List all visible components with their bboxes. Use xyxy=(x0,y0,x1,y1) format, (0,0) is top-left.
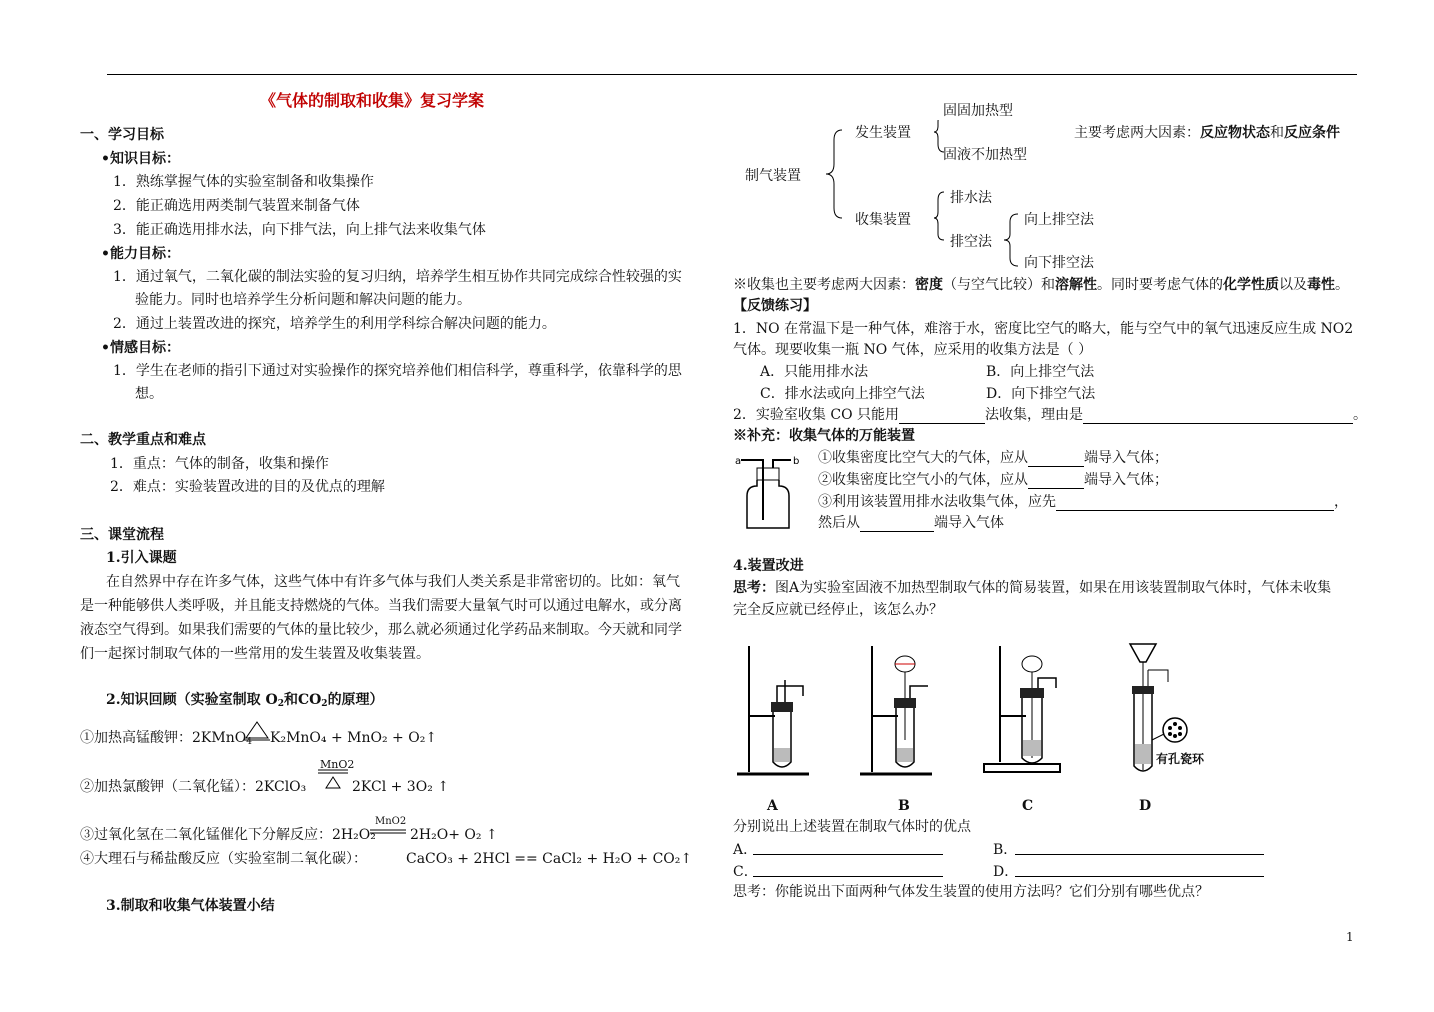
section2-heading: 二、教学重点和难点 xyxy=(80,432,206,448)
page-title: 《气体的制取和收集》复习学案 xyxy=(260,91,485,110)
tree-gen-solid-liquid: 固液不加热型 xyxy=(943,147,1027,163)
supp-item-2: ②收集密度比空气小的气体，应从 端导入气体； xyxy=(818,472,1168,488)
knowledge-goals-label: •知识目标： xyxy=(101,151,180,167)
emotion-goals-label: •情感目标： xyxy=(101,340,180,356)
exhaust-brace xyxy=(996,210,1022,270)
question-2: 2．实验室收集 CO 只能用 法收集，理由是 。 xyxy=(733,407,1367,423)
reaction-2-catalyst: MnO2 xyxy=(320,758,355,771)
supp-item-4: 然后从 端导入气体 xyxy=(818,515,1004,531)
tree-generator: 发生装置 xyxy=(855,125,911,141)
heat-triangle-icon xyxy=(244,720,270,742)
supplement-heading: ※补充：收集气体的万能装置 xyxy=(733,428,915,444)
supp-item-1: ①收集密度比空气大的气体，应从 端导入气体； xyxy=(818,450,1168,466)
section3-heading: 三、课堂流程 xyxy=(80,527,164,543)
ability-goal-1b: 验能力。同时也培养学生分析问题和解决问题的能力。 xyxy=(135,292,471,308)
tree-collector: 收集装置 xyxy=(855,212,911,228)
reaction-4-equation: CaCO₃ + 2HCl == CaCl₂ + H₂O + CO₂↑ xyxy=(406,851,693,867)
intro-para-line3: 液态空气得到。如果我们需要的气体的量比较少，那么就必须通过化学药品来制取。今天就和同学 xyxy=(80,622,682,638)
apparatus-b-label: B xyxy=(898,798,910,814)
reaction-1: ①加热高锰酸钾：2KMnO$_4$ xyxy=(80,730,252,747)
section1-heading: 一、学习目标 xyxy=(80,127,164,143)
question-1a: 1．NO 在常温下是一种气体，难溶于水，密度比空气的略大，能与空气中的氧气迅速反应生成 NO2 xyxy=(733,321,1354,337)
tree-gen-note: 主要考虑两大因素：反应物状态和反应条件 xyxy=(1074,125,1340,141)
answer-d-label: D． xyxy=(993,864,1019,880)
intro-para-line4: 们一起探讨制取气体的一些常用的发生装置及收集装置。 xyxy=(80,646,430,662)
answer-a-label: A． xyxy=(733,842,758,858)
answer-c-label: C． xyxy=(733,864,758,880)
option-a: A．只能用排水法 xyxy=(760,364,869,380)
knowledge-goal-2: 2．能正确选用两类制气装置来制备气体 xyxy=(113,198,360,214)
option-d: D．向下排空气法 xyxy=(986,386,1096,402)
knowledge-goal-1: 1．熟练掌握气体的实验室制备和收集操作 xyxy=(113,174,374,190)
review-subheading: 2.知识回顾（实验室制取 $O_2$和$CO_2$的原理） xyxy=(106,692,384,709)
ability-goal-2: 2．通过上装置改进的探究，培养学生的利用学科综合解决问题的能力。 xyxy=(113,316,556,332)
tree-downward-air: 向下排空法 xyxy=(1024,255,1094,271)
classification-braces xyxy=(820,120,950,280)
gas-bottle-diagram xyxy=(733,450,805,534)
intro-subheading: 1.引入课题 xyxy=(106,550,177,566)
think-question-b: 完全反应就已经停止，该怎么办？ xyxy=(733,602,943,618)
apparatus-c-label: C xyxy=(1022,798,1034,814)
page-number: 1 xyxy=(1346,930,1354,944)
intro-para-line2: 是一种能够供人类呼吸，并且能支持燃烧的气体。当我们需要大量氧气时可以通过电解水，或分离 xyxy=(80,598,682,614)
ability-goals-label: •能力目标： xyxy=(101,246,180,262)
port-a-label: a xyxy=(735,456,742,467)
porous-ring-label: 有孔瓷环 xyxy=(1156,752,1205,766)
summary-subheading: 3.制取和收集气体装置小结 xyxy=(106,898,275,914)
feedback-heading: 【反馈练习】 xyxy=(733,298,817,314)
tree-gen-solid-solid: 固固加热型 xyxy=(943,103,1013,119)
equals-arrow xyxy=(370,828,406,836)
difficult-point: 2．难点：实验装置改进的目的及优点的理解 xyxy=(110,479,385,495)
answer-a-blank[interactable] xyxy=(753,853,943,855)
port-b-label: b xyxy=(793,456,800,467)
apparatus-c-diagram xyxy=(980,640,1070,780)
answer-c-blank[interactable] xyxy=(753,875,943,877)
answer-d-blank[interactable] xyxy=(1015,875,1264,877)
reaction-2-products: 2KCl + 3O₂ ↑ xyxy=(352,779,449,795)
tree-root: 制气装置 xyxy=(745,168,801,184)
knowledge-goal-3: 3．能正确选用排水法，向下排气法，向上排气法来收集气体 xyxy=(113,222,486,238)
advantages-prompt: 分别说出上述装置在制取气体时的优点 xyxy=(733,819,971,835)
apparatus-a-diagram xyxy=(735,640,815,780)
question-1b: 气体。现要收集一瓶 NO 气体，应采用的收集方法是（ ） xyxy=(733,342,1093,358)
section4-heading: 4.装置改进 xyxy=(733,558,804,574)
emotion-goal-1b: 想。 xyxy=(135,386,163,402)
collection-note: ※收集也主要考虑两大因素：密度（与空气比较）和溶解性。同时要考虑气体的化学性质以及毒性。 xyxy=(733,277,1349,293)
tree-air-method: 排空法 xyxy=(950,234,992,250)
header-rule xyxy=(107,74,1357,75)
apparatus-d-label: D xyxy=(1139,798,1152,814)
think-question-2: 思考：你能说出下面两种气体发生装置的使用方法吗？它们分别有哪些优点？ xyxy=(733,884,1209,900)
option-b: B．向上排空气法 xyxy=(986,364,1095,380)
reaction-3: ③过氧化氢在二氧化锰催化下分解反应：2H₂O₂ xyxy=(80,827,376,843)
supp-item-3: ③利用该装置用排水法收集气体，应先 ， xyxy=(818,494,1348,510)
key-point: 1．重点：气体的制备，收集和操作 xyxy=(110,456,329,472)
tree-water-method: 排水法 xyxy=(950,190,992,206)
heat-triangle-icon xyxy=(316,768,350,790)
ability-goal-1a: 1．通过氧气，二氧化碳的制法实验的复习归纳，培养学生相互协作共同完成综合性较强的实 xyxy=(113,269,682,285)
emotion-goal-1a: 1．学生在老师的指引下通过对实验操作的探究培养他们相信科学，尊重科学，依靠科学的思 xyxy=(113,363,682,379)
answer-b-blank[interactable] xyxy=(1015,853,1264,855)
reaction-1-products: K₂MnO₄ + MnO₂ + O₂↑ xyxy=(270,730,438,746)
reaction-3-catalyst: MnO2 xyxy=(375,816,407,827)
apparatus-b-diagram xyxy=(858,640,938,780)
intro-para-line1: 在自然界中存在许多气体，这些气体中有许多气体与我们人类关系是非常密切的。比如：氧气 xyxy=(106,574,680,590)
option-c: C．排水法或向上排空气法 xyxy=(760,386,925,402)
apparatus-a-label: A xyxy=(767,798,778,814)
tree-upward-air: 向上排空法 xyxy=(1024,212,1094,228)
reaction-3-products: 2H₂O+ O₂ ↑ xyxy=(410,827,498,843)
think-question-a: 思考：图A为实验室固液不加热型制取气体的简易装置，如果在用该装置制取气体时，气体未收集 xyxy=(733,580,1332,596)
reaction-2: ②加热氯酸钾（二氧化锰）：2KClO₃ xyxy=(80,779,307,795)
answer-b-label: B． xyxy=(993,842,1018,858)
reaction-4: ④大理石与稀盐酸反应（实验室制二氧化碳）： xyxy=(80,851,367,867)
